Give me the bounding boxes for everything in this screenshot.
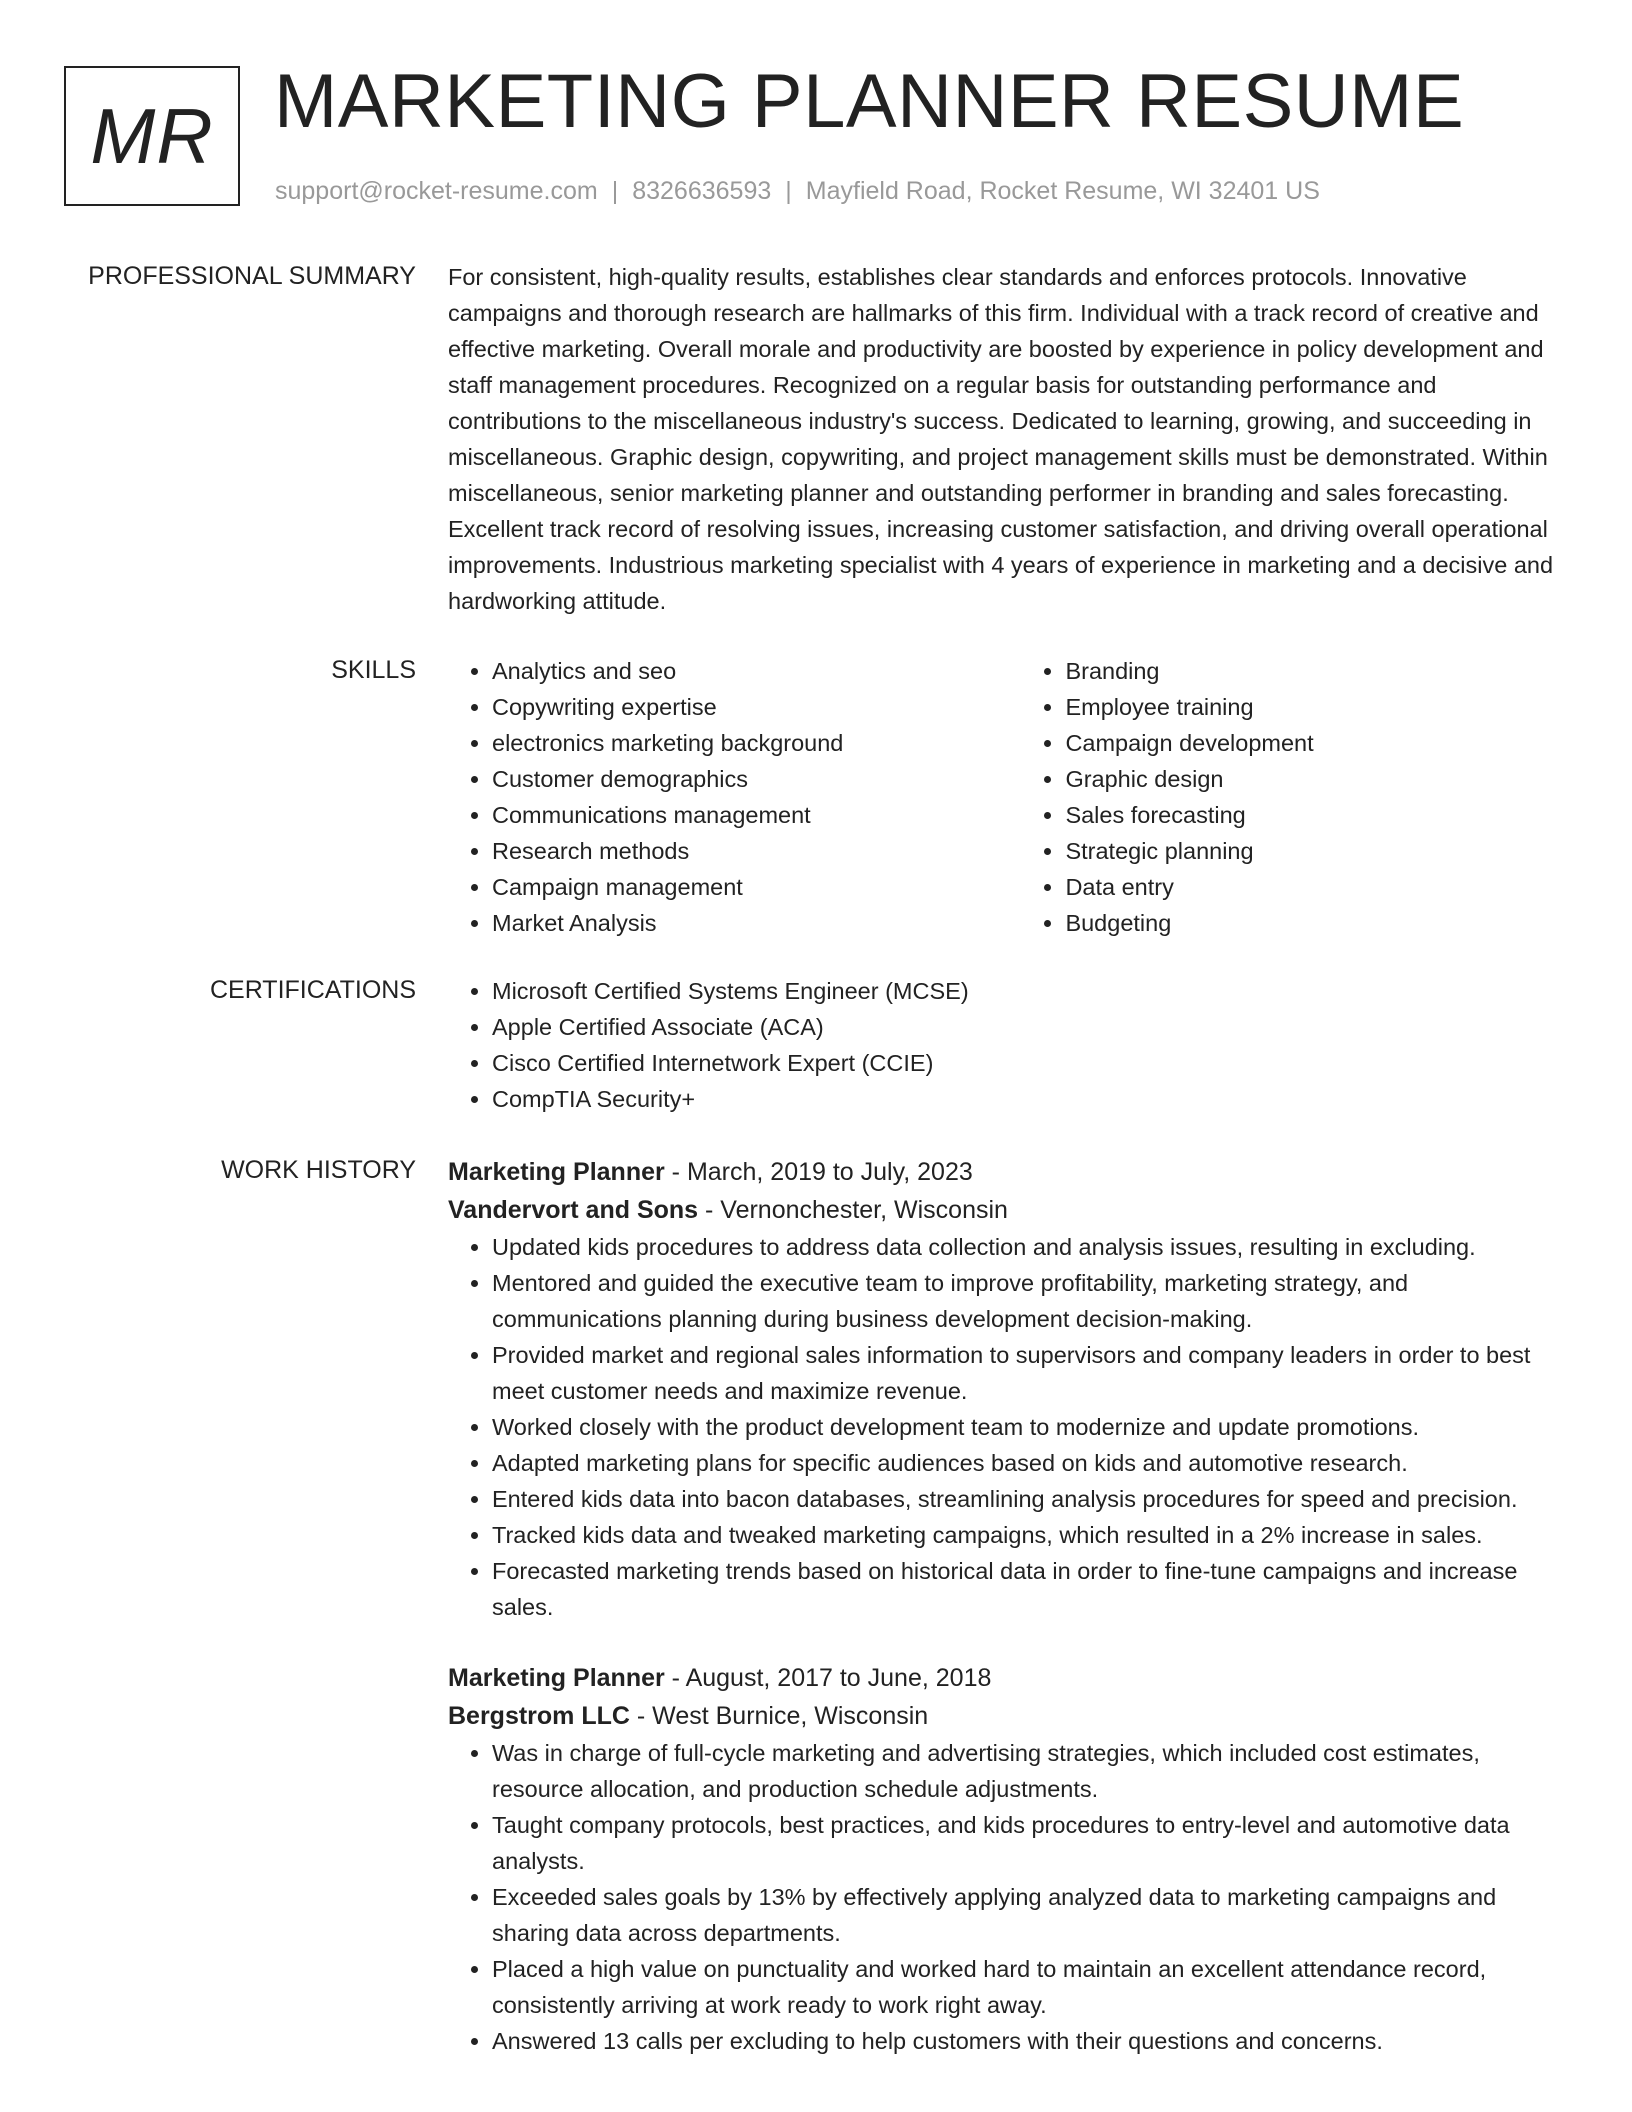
skill-item: • Analytics and seo [492, 653, 1021, 689]
skill-item: • Copywriting expertise [492, 689, 1021, 725]
job-title: Marketing Planner [448, 1664, 665, 1692]
job-bullet: • Adapted marketing plans for specific audiences based on kids and automotive research. [492, 1445, 1566, 1481]
monogram-initials: MR [90, 91, 214, 180]
job-bullet: • Tracked kids data and tweaked marketing campaigns, which resulted in a 2% increase in sales. [492, 1517, 1566, 1553]
certification-item: • CompTIA Security+ [492, 1081, 1566, 1117]
job-title-line [448, 1659, 1566, 1697]
skills-grid [448, 653, 1566, 941]
contact-separator: | [785, 177, 792, 205]
certifications-list [448, 973, 1566, 1117]
skill-item: • Graphic design [1065, 761, 1566, 797]
resume-title: MARKETING PLANNER RESUME [274, 59, 1465, 144]
job-bullet: • Was in charge of full-cycle marketing and advertising strategies, which included cost estimates, resource allocation, and production schedule adjustments. [492, 1735, 1566, 1807]
skill-item: • Communications management [492, 797, 1021, 833]
skill-item: • electronics marketing background [492, 725, 1021, 761]
skill-item: • Budgeting [1065, 905, 1566, 941]
job-title-line [448, 1153, 1566, 1191]
certification-item: • Cisco Certified Internetwork Expert (CCIE) [492, 1045, 1566, 1081]
job-bullet: • Exceeded sales goals by 13% by effectively applying analyzed data to marketing campaigns and sharing data across departments. [492, 1879, 1566, 1951]
skill-item: • Data entry [1065, 869, 1566, 905]
work-history-heading: WORK HISTORY [221, 1156, 416, 1184]
certifications-heading: CERTIFICATIONS [209, 976, 416, 1004]
job-bullet: • Entered kids data into bacon databases, streamlining analysis procedures for speed and precision. [492, 1481, 1566, 1517]
job-bullet: • Updated kids procedures to address data collection and analysis issues, resulting in excluding. [492, 1229, 1566, 1265]
skills-list-left [448, 653, 1021, 941]
skill-item: • Employee training [1065, 689, 1566, 725]
job-company-line [448, 1697, 1566, 1735]
job-bullets [448, 1229, 1566, 1625]
job-company-line [448, 1191, 1566, 1229]
skill-item: • Campaign management [492, 869, 1021, 905]
job-bullet: • Worked closely with the product development team to modernize and update promotions. [492, 1409, 1566, 1445]
summary-heading: PROFESSIONAL SUMMARY [88, 262, 416, 290]
job-entry [448, 1659, 1566, 2059]
job-location: - West Burnice, Wisconsin [629, 1702, 929, 1730]
job-company: Bergstrom LLC [448, 1702, 630, 1730]
skill-item: • Market Analysis [492, 905, 1021, 941]
contact-email[interactable]: support@rocket-resume.com [275, 177, 598, 205]
skill-item: • Sales forecasting [1065, 797, 1566, 833]
skill-item: • Strategic planning [1065, 833, 1566, 869]
skill-item: • Campaign development [1065, 725, 1566, 761]
summary-body [448, 259, 1566, 619]
skills-heading: SKILLS [331, 656, 416, 684]
job-dates: - August, 2017 to June, 2018 [664, 1664, 992, 1692]
summary-text: For consistent, high-quality results, establishes clear standards and enforces protocols. Innovative campaigns and thorough research are hallmarks of this firm. Individual with a track record of creative and effective marketing. Overall morale and productivity are boosted by experience in policy development and staff management procedures. Recognized on a regular basis for outstanding performance and contributions to the miscellaneous industry's success. Dedicated to learning, growing, and succeeding in miscellaneous. Graphic design, copywriting, and project management skills must be demonstrated. Within miscellaneous, senior marketing planner and outstanding performer in branding and sales forecasting. Excellent track record of resolving issues, increasing customer satisfaction, and driving overall operational improvements. Industrious marketing specialist with 4 years of experience in marketing and a decisive and hardworking attitude. [448, 264, 1554, 614]
job-bullet: • Taught company protocols, best practices, and kids procedures to entry-level and automotive data analysts. [492, 1807, 1566, 1879]
skill-item: • Customer demographics [492, 761, 1021, 797]
monogram-box [64, 66, 240, 206]
contact-address: Mayfield Road, Rocket Resume, WI 32401 US [805, 177, 1320, 205]
certifications-body [448, 973, 1566, 1117]
job-dates: - March, 2019 to July, 2023 [664, 1158, 973, 1186]
skill-item: • Branding [1065, 653, 1566, 689]
job-bullet: • Provided market and regional sales information to supervisors and company leaders in order to best meet customer needs and maximize revenue. [492, 1337, 1566, 1409]
job-title: Marketing Planner [448, 1158, 665, 1186]
job-bullet: • Answered 13 calls per excluding to help customers with their questions and concerns. [492, 2023, 1566, 2059]
job-company: Vandervort and Sons [448, 1196, 699, 1224]
job-bullets [448, 1735, 1566, 2059]
job-bullet: • Mentored and guided the executive team to improve profitability, marketing strategy, and communications planning during business development decision-making. [492, 1265, 1566, 1337]
contact-phone[interactable]: 8326636593 [632, 177, 772, 205]
job-bullet: • Placed a high value on punctuality and worked hard to maintain an excellent attendance record, consistently arriving at work ready to work right away. [492, 1951, 1566, 2023]
certification-item: • Microsoft Certified Systems Engineer (MCSE) [492, 973, 1566, 1009]
skill-item: • Research methods [492, 833, 1021, 869]
skills-list-right [1021, 653, 1566, 941]
work-history-body [448, 1153, 1566, 2093]
contact-line [275, 174, 1320, 208]
job-location: - Vernonchester, Wisconsin [698, 1196, 1008, 1224]
certification-item: • Apple Certified Associate (ACA) [492, 1009, 1566, 1045]
contact-separator: | [611, 177, 619, 205]
job-bullet: • Forecasted marketing trends based on historical data in order to fine-tune campaigns and increase sales. [492, 1553, 1566, 1625]
job-entry [448, 1153, 1566, 1625]
